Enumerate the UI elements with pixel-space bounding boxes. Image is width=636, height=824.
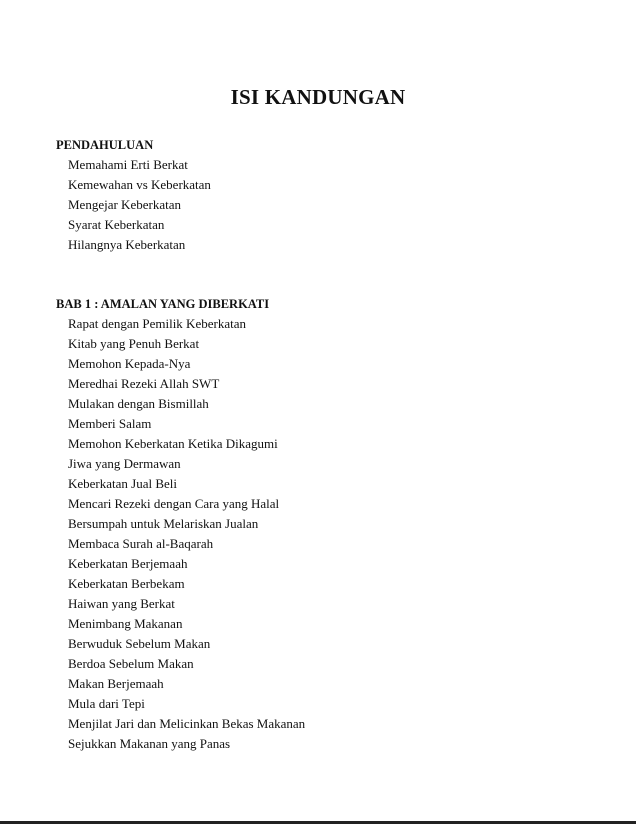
toc-entry: Berwuduk Sebelum Makan xyxy=(68,636,211,651)
toc-entry: Mengejar Keberkatan xyxy=(68,197,181,212)
toc-entry: Mula dari Tepi xyxy=(68,696,145,711)
toc-entry: Mulakan dengan Bismillah xyxy=(68,396,209,411)
toc-entry: Makan Berjemaah xyxy=(68,676,164,691)
toc-entry: Memohon Kepada-Nya xyxy=(68,356,191,371)
toc-entry: Memohon Keberkatan Ketika Dikagumi xyxy=(68,436,278,451)
toc-entry: Sejukkan Makanan yang Panas xyxy=(68,736,231,751)
section-heading: PENDAHULUAN xyxy=(56,138,154,152)
toc-section-pendahuluan xyxy=(56,135,211,255)
toc-entry: Memahami Erti Berkat xyxy=(68,157,188,172)
toc-entry: Menjilat Jari dan Melicinkan Bekas Makanan xyxy=(68,716,306,731)
toc-entry: Berdoa Sebelum Makan xyxy=(68,656,194,671)
toc-entry: Meredhai Rezeki Allah SWT xyxy=(68,376,220,391)
toc-entry: Haiwan yang Berkat xyxy=(68,596,175,611)
toc-entry: Rapat dengan Pemilik Keberkatan xyxy=(68,316,246,331)
toc-entry: Menimbang Makanan xyxy=(68,616,183,631)
toc-entry: Keberkatan Jual Beli xyxy=(68,476,178,491)
toc-entry: Mencari Rezeki dengan Cara yang Halal xyxy=(68,496,280,511)
toc-entry: Keberkatan Berbekam xyxy=(68,576,185,591)
section-heading: BAB 1 : AMALAN YANG DIBERKATI xyxy=(56,297,270,311)
page-title: ISI KANDUNGAN xyxy=(230,85,406,109)
toc-entry: Bersumpah untuk Melariskan Jualan xyxy=(68,516,259,531)
toc-entry: Hilangnya Keberkatan xyxy=(68,237,186,252)
toc-entry: Kitab yang Penuh Berkat xyxy=(68,336,200,351)
toc-entry: Jiwa yang Dermawan xyxy=(68,456,181,471)
toc-entry: Syarat Keberkatan xyxy=(68,217,165,232)
toc-entry: Memberi Salam xyxy=(68,416,152,431)
toc-entry: Keberkatan Berjemaah xyxy=(68,556,188,571)
toc-entry: Kemewahan vs Keberkatan xyxy=(68,177,211,192)
toc-entry: Membaca Surah al-Baqarah xyxy=(68,536,214,551)
toc-section-bab-1 xyxy=(56,294,305,754)
